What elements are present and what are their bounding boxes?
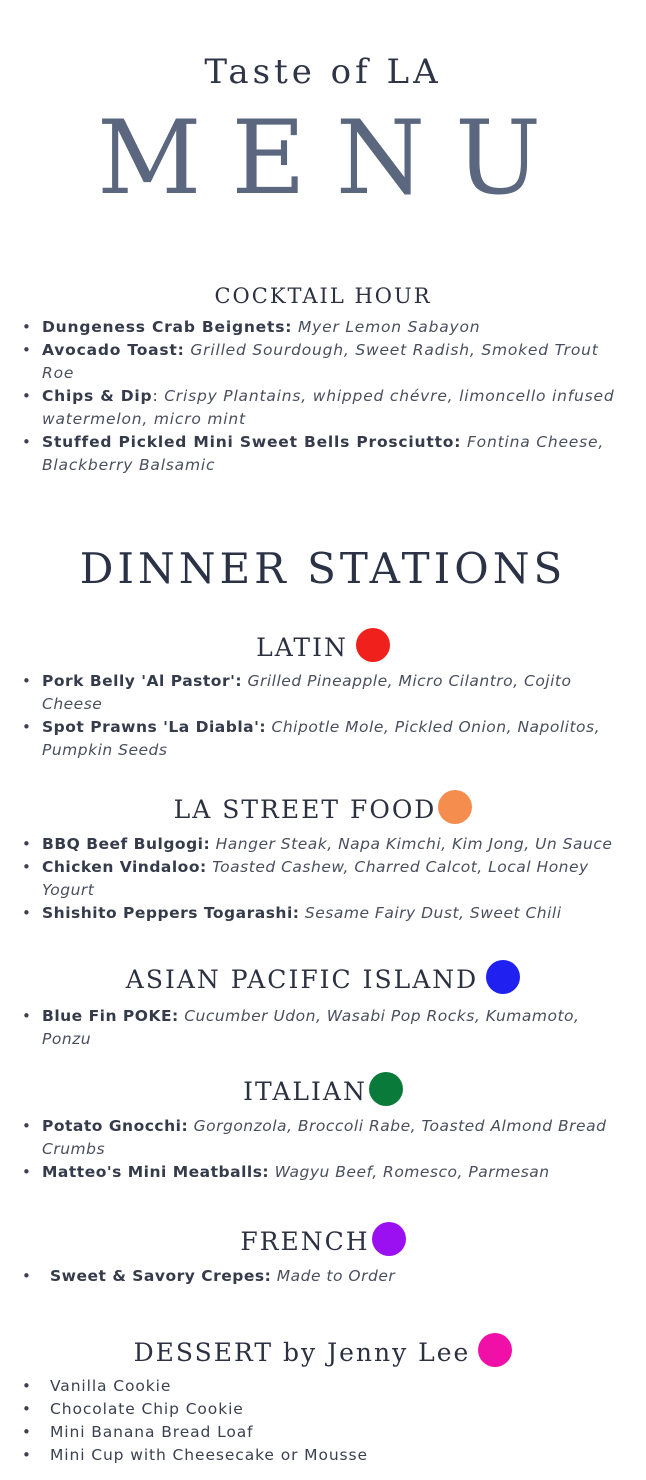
list-item: • Mini Cup with Cheesecake or Mousse <box>22 1444 622 1467</box>
menu-subtitle: Taste of LA <box>204 52 442 92</box>
list-item: • BBQ Beef Bulgogi: Hanger Steak, Napa Kimchi, Kim Jong, Un Sauce <box>22 833 622 856</box>
asian-pacific-island-heading: ASIAN PACIFIC ISLAND <box>0 960 646 994</box>
asian-pacific-island-list <box>22 1005 622 1051</box>
italian-list <box>22 1115 622 1184</box>
latin-list <box>22 670 622 762</box>
menu-title: MENU <box>96 99 572 218</box>
blue-dot-icon <box>486 960 520 994</box>
list-item: • Chips & Dip: Crispy Plantains, whipped chévre, limoncello infused watermelon, micro mint <box>22 385 622 431</box>
list-item: • Blue Fin POKE: Cucumber Udon, Wasabi Pop Rocks, Kumamoto, Ponzu <box>22 1005 622 1051</box>
latin-heading: LATIN <box>0 628 646 662</box>
list-item: • Avocado Toast: Grilled Sourdough, Sweet Radish, Smoked Trout Roe <box>22 339 622 385</box>
list-item: • Vanilla Cookie <box>22 1375 622 1398</box>
italian-heading: ITALIAN <box>0 1072 646 1106</box>
french-list <box>22 1265 622 1288</box>
cocktail-list <box>22 316 622 477</box>
list-item: • Chicken Vindaloo: Toasted Cashew, Charred Calcot, Local Honey Yogurt <box>22 856 622 902</box>
la-street-food-heading: LA STREET FOOD <box>0 790 646 824</box>
list-item: • Dungeness Crab Beignets: Myer Lemon Sabayon <box>22 316 622 339</box>
green-dot-icon <box>369 1072 403 1106</box>
list-item: • Shishito Peppers Togarashi: Sesame Fairy Dust, Sweet Chili <box>22 902 622 925</box>
list-item: • Stuffed Pickled Mini Sweet Bells Prosciutto: Fontina Cheese, Blackberry Balsamic <box>22 431 622 477</box>
list-item: • Mini Banana Bread Loaf <box>22 1421 622 1444</box>
french-heading: FRENCH <box>0 1222 646 1256</box>
la-street-food-list <box>22 833 622 925</box>
list-item: • Chocolate Chip Cookie <box>22 1398 622 1421</box>
list-item: • Pork Belly 'Al Pastor': Grilled Pineapple, Micro Cilantro, Cojito Cheese <box>22 670 622 716</box>
magenta-dot-icon <box>478 1333 512 1367</box>
cocktail-hour-heading: COCKTAIL HOUR <box>214 284 432 308</box>
list-item: • Matteo's Mini Meatballs: Wagyu Beef, Romesco, Parmesan <box>22 1161 622 1184</box>
list-item: • Spot Prawns 'La Diabla': Chipotle Mole, Pickled Onion, Napolitos, Pumpkin Seeds <box>22 716 622 762</box>
purple-dot-icon <box>372 1222 406 1256</box>
orange-dot-icon <box>438 790 472 824</box>
dessert-list <box>22 1375 622 1467</box>
dessert-heading: DESSERT by Jenny Lee <box>0 1333 646 1367</box>
list-item: • Potato Gnocchi: Gorgonzola, Broccoli Rabe, Toasted Almond Bread Crumbs <box>22 1115 622 1161</box>
red-dot-icon <box>356 628 390 662</box>
dinner-stations-heading: DINNER STATIONS <box>79 544 567 593</box>
list-item: • Sweet & Savory Crepes: Made to Order <box>22 1265 622 1288</box>
